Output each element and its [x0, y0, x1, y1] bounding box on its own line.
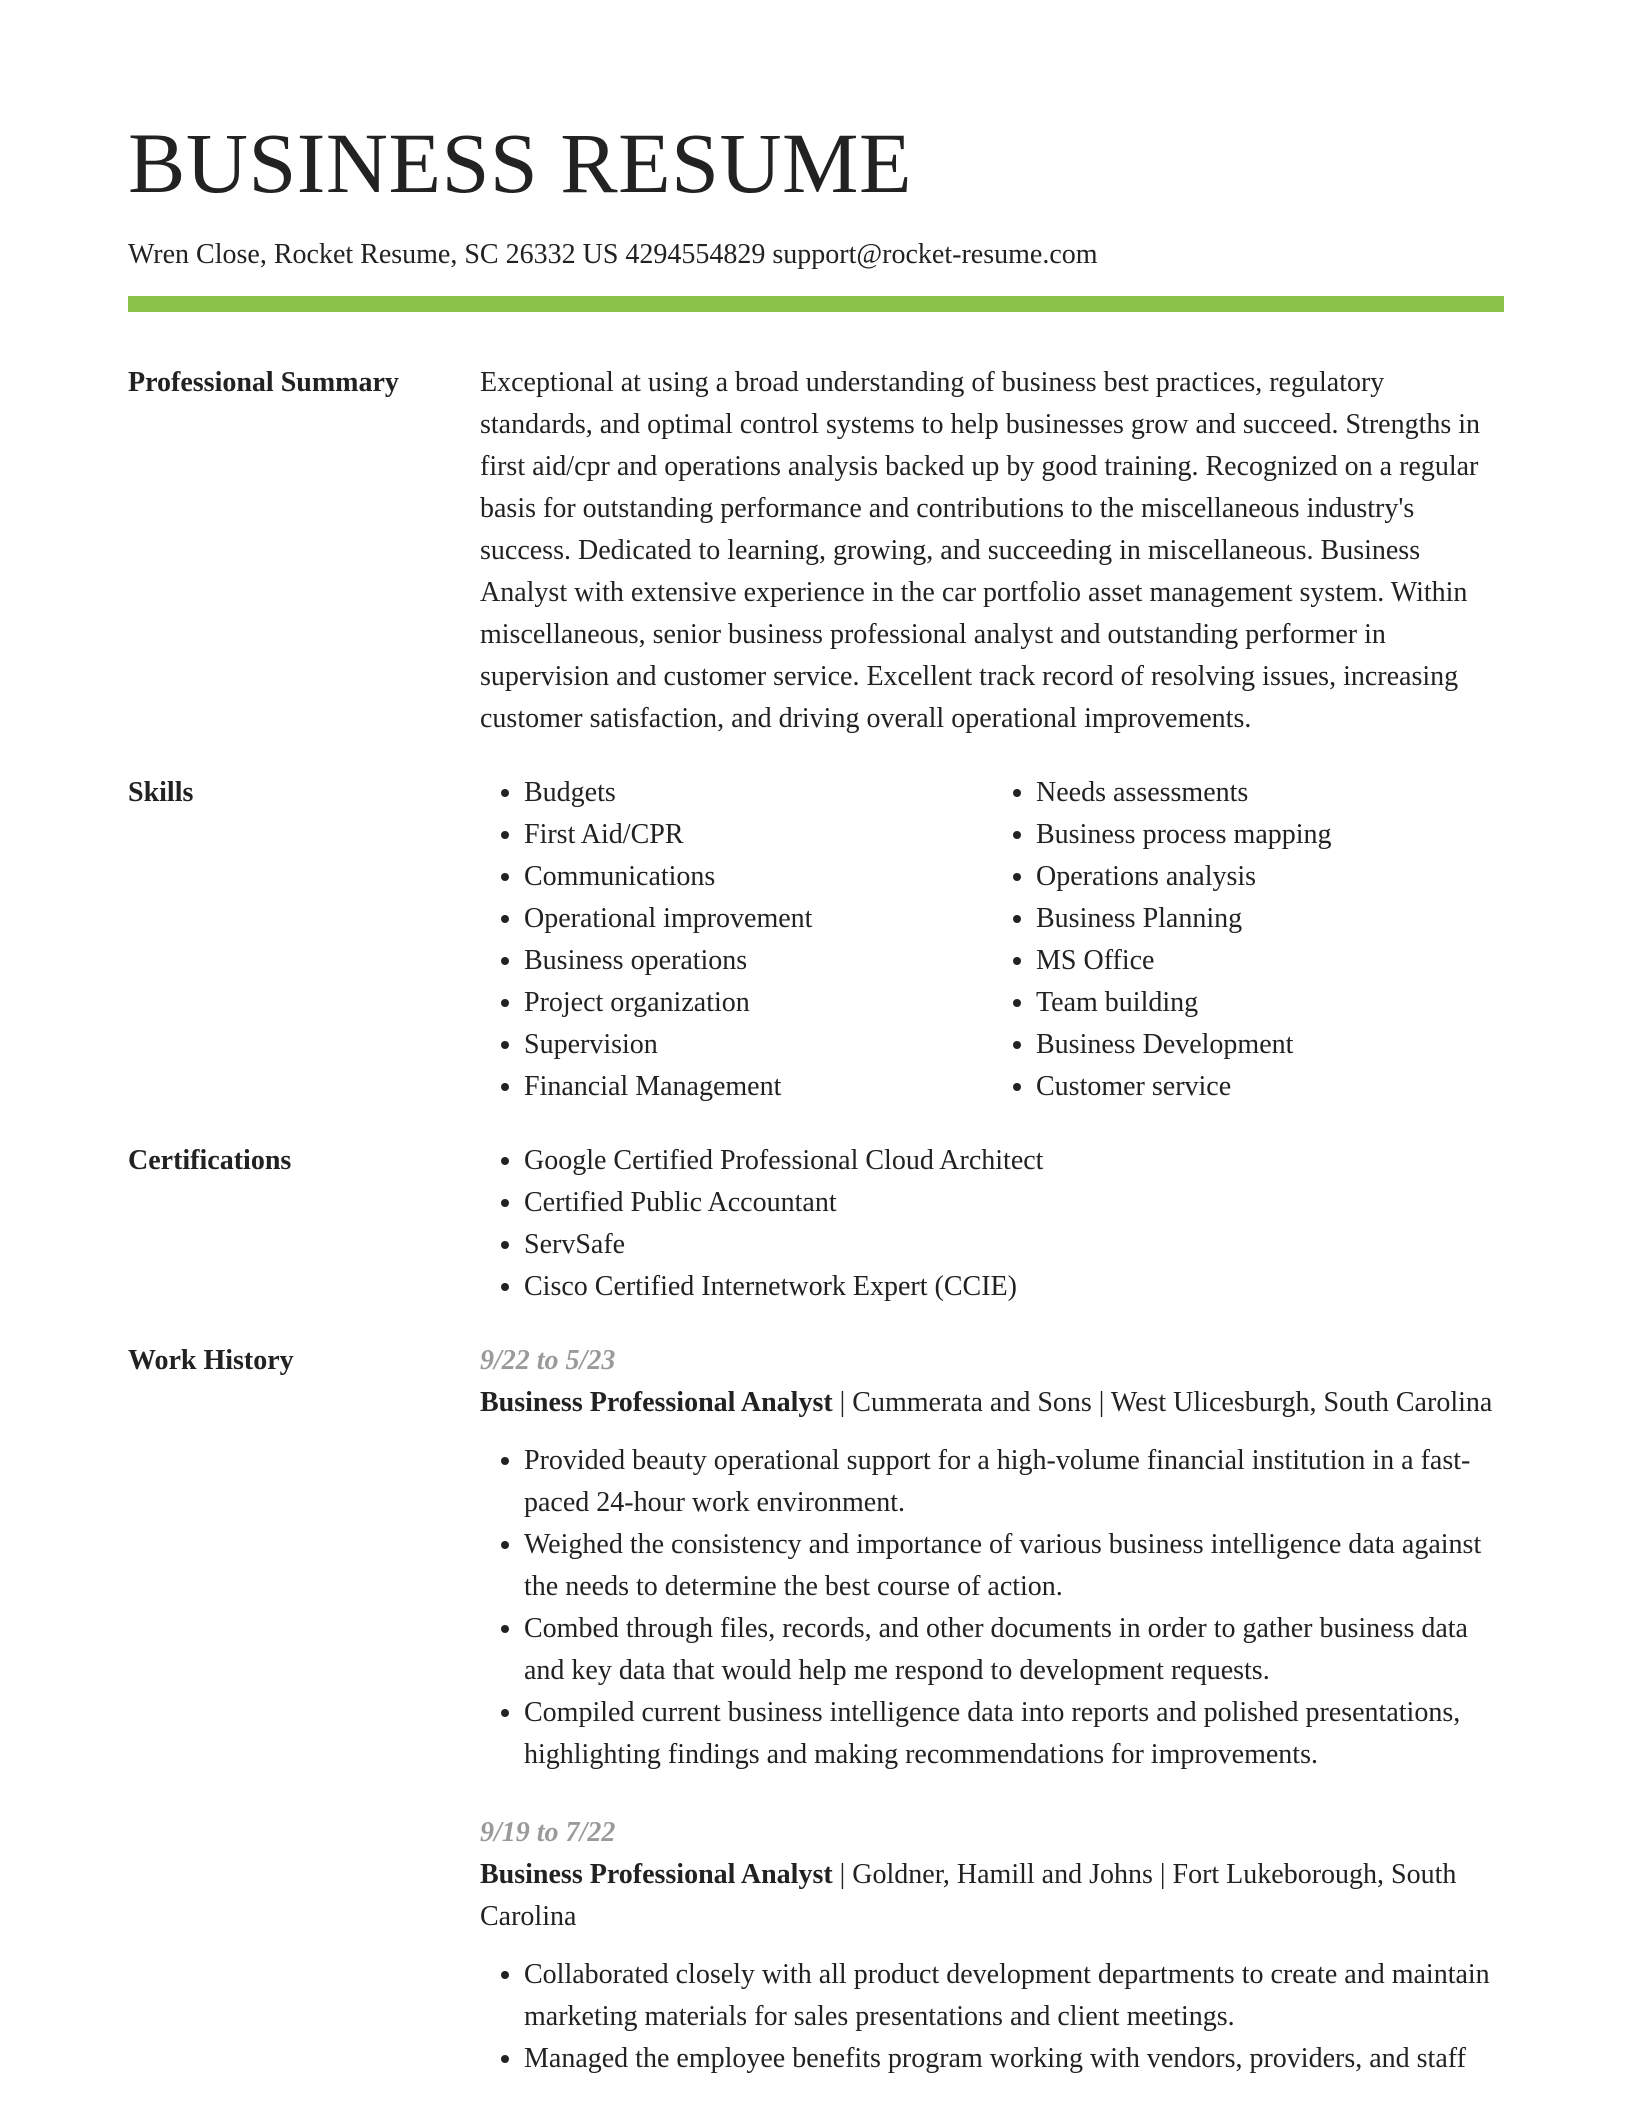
list-item: • Business process mapping	[1036, 814, 1504, 856]
list-item: • Project organization	[524, 982, 992, 1024]
list-item: • Team building	[1036, 982, 1504, 1024]
certifications-section	[128, 1140, 1504, 1308]
job-title: Business Professional Analyst	[480, 1387, 833, 1418]
list-item: • Customer service	[1036, 1066, 1504, 1108]
list-item: • Managed the employee benefits program working with vendors, providers, and staff	[524, 2038, 1504, 2080]
professional-summary-section	[128, 362, 1504, 740]
job-title: Business Professional Analyst	[480, 1859, 833, 1890]
list-item: • Business Planning	[1036, 898, 1504, 940]
list-item: • MS Office	[1036, 940, 1504, 982]
job-heading	[480, 1382, 1504, 1424]
resume-page	[128, 0, 1504, 2116]
work-history-section	[128, 1340, 1504, 2116]
job-dates: 9/22 to 5/23	[480, 1345, 616, 1376]
list-item: • Weighed the consistency and importance of various business intelligence data against the needs to determine the best course of action.	[524, 1524, 1504, 1608]
list-item: • First Aid/CPR	[524, 814, 992, 856]
list-item: • Compiled current business intelligence data into reports and polished presentations, highlighting findings and making recommendations for improvements.	[524, 1692, 1504, 1776]
list-item: • Certified Public Accountant	[524, 1182, 1504, 1224]
job-details: | Cummerata and Sons | West Ulicesburgh, South Carolina	[832, 1387, 1493, 1418]
job-heading	[480, 1854, 1504, 1938]
list-item: • Collaborated closely with all product development departments to create and maintain marketing materials for sales presentations and client meetings.	[524, 1954, 1504, 2038]
list-item: • Needs assessments	[1036, 772, 1504, 814]
list-item: • Supervision	[524, 1024, 992, 1066]
list-item: • Communications	[524, 856, 992, 898]
header-divider	[128, 296, 1504, 312]
section-label-skills: Skills	[128, 777, 194, 808]
list-item: • Business operations	[524, 940, 992, 982]
section-label-work-history: Work History	[128, 1345, 294, 1376]
contact-info: Wren Close, Rocket Resume, SC 26332 US 4294554829 support@rocket-resume.com	[128, 239, 1098, 270]
skills-section	[128, 772, 1504, 1108]
list-item: • Combed through files, records, and other documents in order to gather business data and key data that would help me respond to development requests.	[524, 1608, 1504, 1692]
skills-list-right	[992, 772, 1504, 1108]
resume-title: BUSINESS RESUME	[128, 115, 913, 211]
list-item: • Business Development	[1036, 1024, 1504, 1066]
job-bullets	[480, 1954, 1504, 2080]
summary-text: Exceptional at using a broad understanding of business best practices, regulatory standards, and optimal control systems to help businesses grow and succeed. Strengths in first aid/cpr and operations analysis backed up by good training. Recognized on a regular basis for outstanding performance and contributions to the miscellaneous industry's success. Dedicated to learning, growing, and succeeding in miscellaneous. Business Analyst with extensive experience in the car portfolio asset management system. Within miscellaneous, senior business professional analyst and outstanding performer in supervision and customer service. Excellent track record of resolving issues, increasing customer satisfaction, and driving overall operational improvements.	[480, 367, 1481, 734]
section-label-certifications: Certifications	[128, 1145, 292, 1176]
list-item: • Financial Management	[524, 1066, 992, 1108]
job-details: | Goldner, Hamill and Johns | Fort Lukeborough, South Carolina	[480, 1859, 1457, 1932]
job-dates: 9/19 to 7/22	[480, 1817, 616, 1848]
skills-list-left	[480, 772, 992, 1108]
job-entry	[480, 1812, 1504, 2080]
section-label-summary: Professional Summary	[128, 367, 399, 398]
certifications-list	[480, 1140, 1504, 1308]
list-item: • Operations analysis	[1036, 856, 1504, 898]
list-item: • Google Certified Professional Cloud Architect	[524, 1140, 1504, 1182]
list-item: • Cisco Certified Internetwork Expert (CCIE)	[524, 1266, 1504, 1308]
job-entry	[480, 1340, 1504, 1776]
job-bullets	[480, 1440, 1504, 1776]
list-item: • ServSafe	[524, 1224, 1504, 1266]
list-item: • Provided beauty operational support for a high-volume financial institution in a fast-paced 24-hour work environment.	[524, 1440, 1504, 1524]
list-item: • Operational improvement	[524, 898, 992, 940]
list-item: • Budgets	[524, 772, 992, 814]
